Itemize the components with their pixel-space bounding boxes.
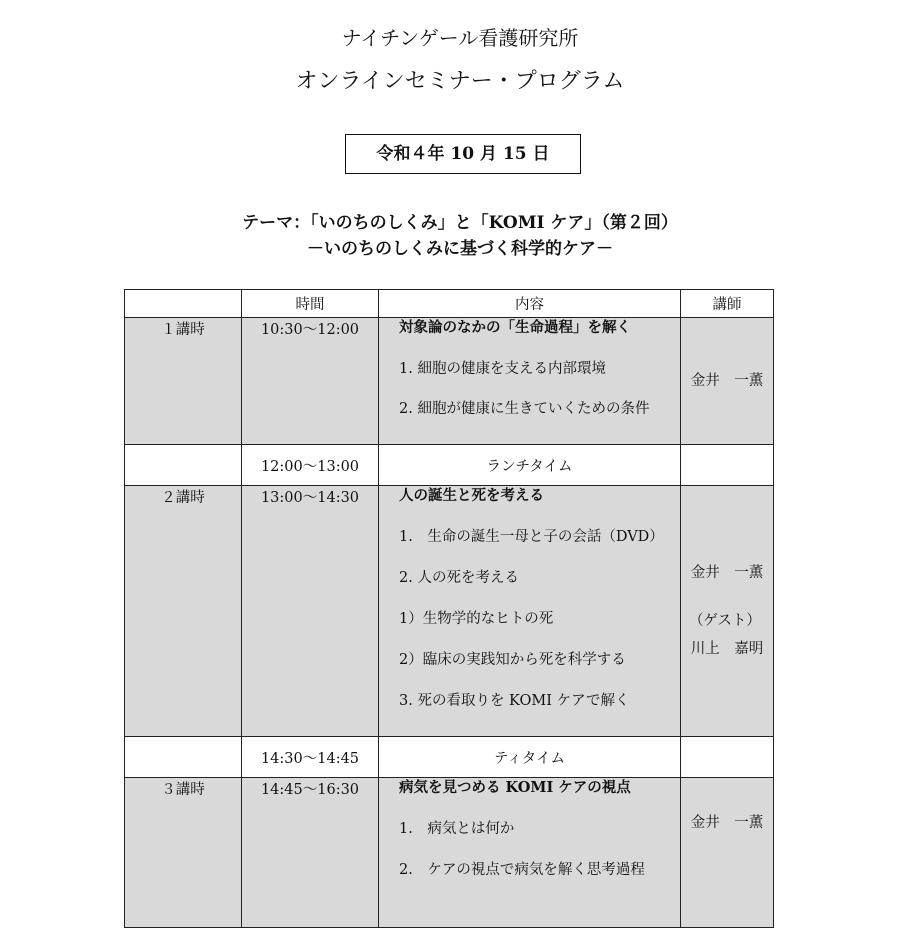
content-item: 2）臨床の実践知から死を科学する bbox=[399, 652, 626, 668]
table-row bbox=[125, 486, 774, 737]
lecturer-cell bbox=[681, 778, 774, 928]
header-time: 時間 bbox=[242, 290, 379, 318]
session-time: 10:30～12:00 bbox=[242, 318, 379, 445]
break-label: ティタイム bbox=[379, 737, 681, 778]
lecturer-name: 金井 一薫 bbox=[690, 565, 764, 581]
session-content bbox=[379, 486, 681, 737]
program-title: オンラインセミナー・プログラム bbox=[295, 69, 625, 94]
table-row bbox=[125, 318, 774, 445]
break-time: 14:30～14:45 bbox=[242, 737, 379, 778]
header-content: 内容 bbox=[379, 290, 681, 318]
content-item: 1. 病気とは何か bbox=[399, 821, 515, 837]
lecturer-spacer bbox=[681, 584, 773, 610]
content-item: 2. 人の死を考える bbox=[399, 570, 519, 586]
empty-cell bbox=[681, 445, 774, 486]
empty-cell bbox=[681, 737, 774, 778]
lecturer-cell bbox=[681, 486, 774, 737]
session-label: ３講時 bbox=[125, 778, 242, 928]
date-box: 令和４年 10 月 15 日 bbox=[345, 134, 581, 174]
session-heading: 病気を見つめる KOMI ケアの視点 bbox=[399, 779, 631, 796]
header-lecturer: 講師 bbox=[681, 290, 774, 318]
content-item: 3. 死の看取りを KOMI ケアで解く bbox=[399, 693, 630, 709]
break-time: 12:00～13:00 bbox=[242, 445, 379, 486]
organization-name: ナイチンゲール看護研究所 bbox=[341, 26, 579, 50]
session-content bbox=[379, 778, 681, 928]
break-label: ランチタイム bbox=[379, 445, 681, 486]
session-heading: 対象論のなかの「生命過程」を解く bbox=[399, 319, 631, 336]
content-item: 2. 細胞が健康に生きていくための条件 bbox=[399, 401, 650, 417]
content-item: 2. ケアの視点で病気を解く思考過程 bbox=[399, 862, 645, 878]
session-time: 14:45～16:30 bbox=[242, 778, 379, 928]
table-row bbox=[125, 778, 774, 928]
table-row bbox=[125, 445, 774, 486]
empty-cell bbox=[125, 445, 242, 486]
content-item: 1. 細胞の健康を支える内部環境 bbox=[399, 361, 606, 377]
lecturer-name: 金井 一薫 bbox=[690, 373, 764, 389]
content-item: 1. 生命の誕生一母と子の会話（DVD） bbox=[399, 529, 664, 545]
empty-cell bbox=[125, 737, 242, 778]
session-label: ２講時 bbox=[125, 486, 242, 737]
guest-label: （ゲスト） bbox=[689, 613, 761, 629]
lecturer-cell bbox=[681, 318, 774, 445]
content-item: 1）生物学的なヒトの死 bbox=[399, 611, 554, 627]
theme-title: テーマ：「いのちのしくみ」と「KOMI ケア」（第２回） bbox=[242, 213, 678, 233]
session-time: 13:00～14:30 bbox=[242, 486, 379, 737]
lecturer-name: 川上 嘉明 bbox=[690, 641, 764, 657]
session-content bbox=[379, 318, 681, 445]
theme-subtitle: －いのちのしくみに基づく科学的ケア－ bbox=[307, 239, 613, 259]
session-heading: 人の誕生と死を考える bbox=[399, 487, 544, 504]
table-row bbox=[125, 737, 774, 778]
lecturer-name: 金井 一薫 bbox=[690, 815, 764, 831]
table-header-row bbox=[125, 290, 774, 318]
header-session bbox=[125, 290, 242, 318]
program-table bbox=[124, 289, 774, 928]
session-label: １講時 bbox=[125, 318, 242, 445]
